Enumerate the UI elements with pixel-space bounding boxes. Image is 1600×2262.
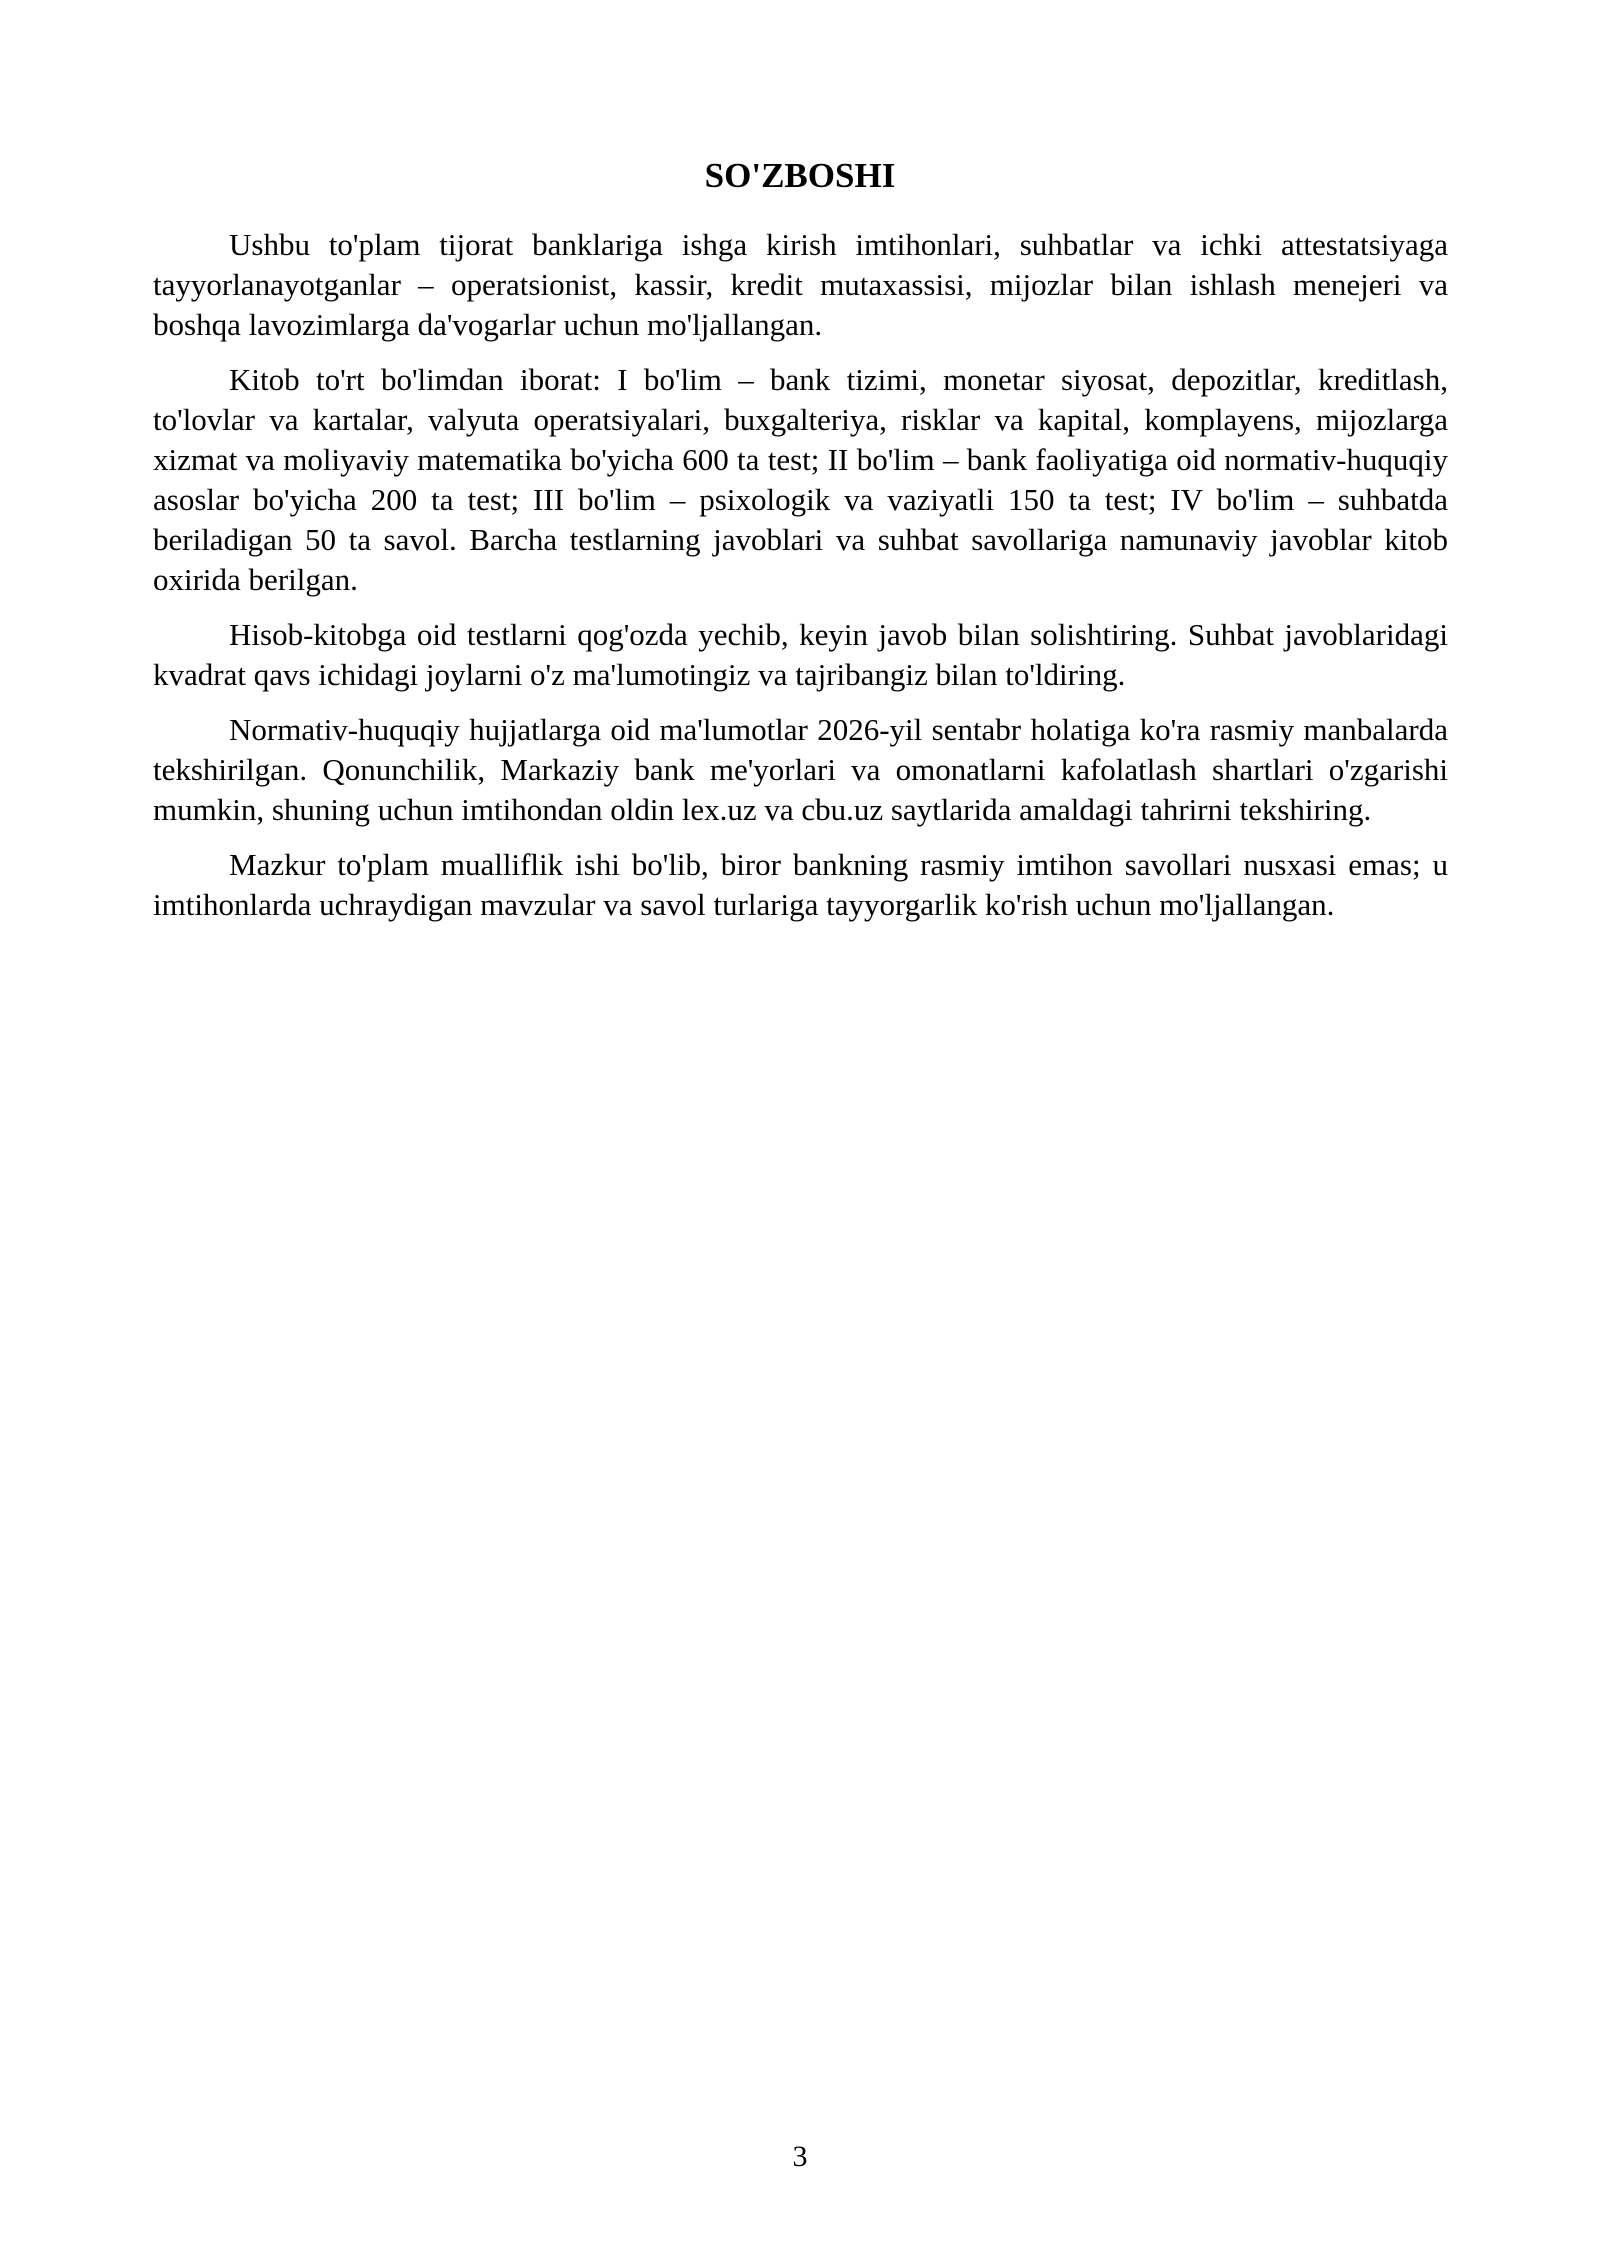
body-text xyxy=(153,225,1448,940)
paragraph-legal-note: Normativ-huquqiy hujjatlarga oid ma'lumotlar 2026-yil sentabr holatiga ko'ra rasmiy manbalarda tekshirilgan. Qonunchilik, Markaziy bank me'yorlari va omonatlarni kafolatlash shartlari o'zgarishi mumkin, shuning uchun imtihondan oldin lex.uz va cbu.uz saytlarida amaldagi tahrirni tekshiring. xyxy=(153,712,1448,827)
paragraph-calculations: Hisob-kitobga oid testlarni qog'ozda yechib, keyin javob bilan solishtiring. Suhbat javoblaridagi kvadrat qavs ichidagi joylarni o'z ma'lumotingiz va tajribangiz bilan to'ldiring. xyxy=(153,617,1448,692)
page-title: SO'ZBOSHI xyxy=(704,156,896,195)
paragraph-disclaimer: Mazkur to'plam mualliflik ishi bo'lib, biror bankning rasmiy imtihon savollari nusxasi emas; u imtihonlarda uchraydigan mavzular va savol turlariga tayyorgarlik ko'rish uchun mo'ljallangan. xyxy=(153,847,1448,922)
paragraph-structure: Kitob to'rt bo'limdan iborat: I bo'lim – bank tizimi, monetar siyosat, depozitlar, kreditlash, to'lovlar va kartalar, valyuta operatsiyalari, buxgalteriya, risklar va kapital, komplayens, mijozlarga xizmat va moliyaviy matematika bo'yicha 600 ta test; II bo'lim – bank faoliyatiga oid normativ-huquqiy asoslar bo'yicha 200 ta test; III bo'lim – psixologik va vaziyatli 150 ta test; IV bo'lim – suhbatda beriladigan 50 ta savol. Barcha testlarning javoblari va suhbat savollariga namunaviy javoblar kitob oxirida berilgan. xyxy=(153,362,1448,597)
paragraph-intro: Ushbu to'plam tijorat banklariga ishga kirish imtihonlari, suhbatlar va ichki attestatsiyaga tayyorlanayotganlar – operatsionist, kassir, kredit mutaxassisi, mijozlar bilan ishlash menejeri va boshqa lavozimlarga da'vogarlar uchun mo'ljallangan. xyxy=(153,227,1448,342)
page-number: 3 xyxy=(792,2140,808,2173)
